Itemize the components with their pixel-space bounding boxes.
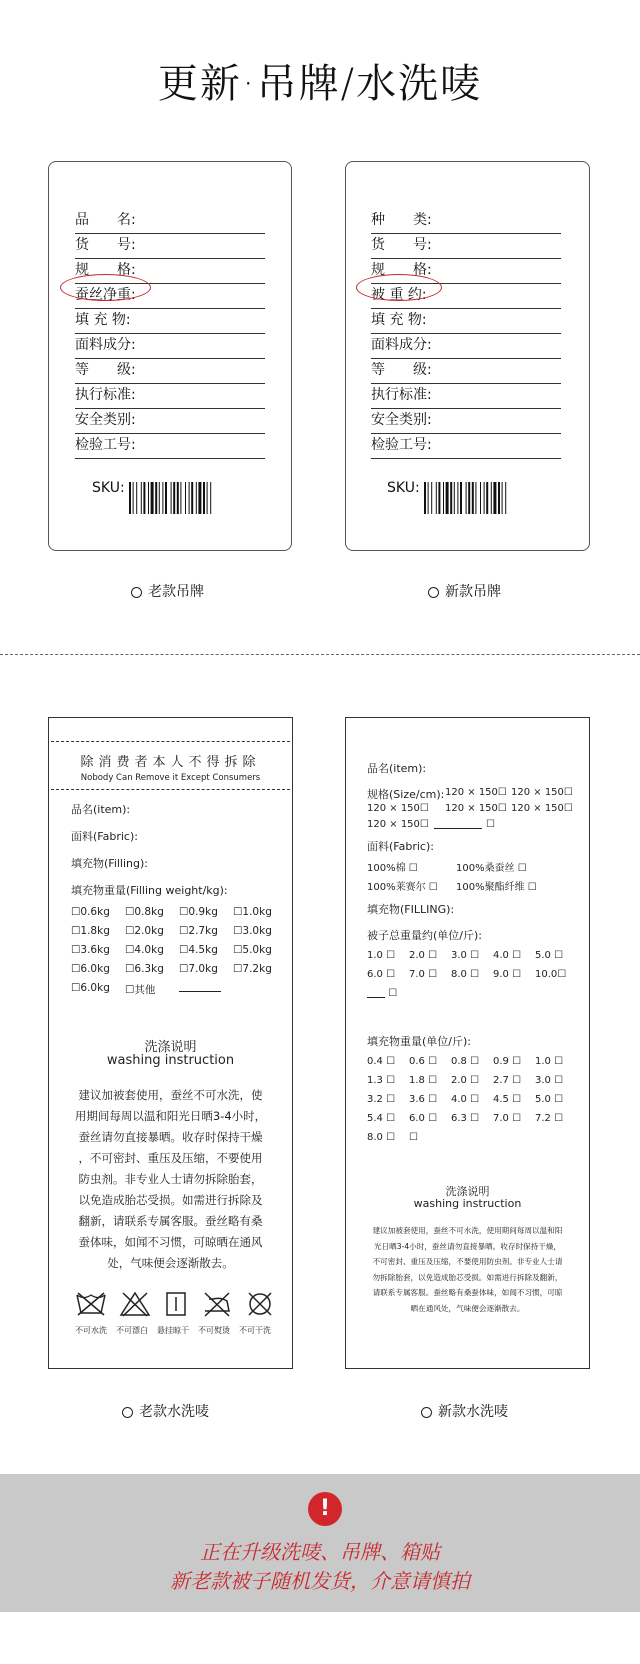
barcode-bar [446,482,449,514]
warning-icon: ! [308,1492,342,1526]
barcode-bar [143,482,145,514]
barcode-bar [191,482,193,514]
hangtag-field: 面料成分: [371,334,561,359]
old-hangtag-card [48,161,292,551]
weight-option: 9.0 ☐ [493,969,522,980]
barcode-bar [450,482,452,514]
weight-option: 4.5 ☐ [493,1094,522,1105]
notice-line-2: 新老款被子随机发货，介意请慎拍 [170,1569,470,1593]
hangtag-field: 填 充 物: [371,309,561,334]
wash-text-line: 蚕体味，如闻不习惯，可晾晒在通风 [78,1235,263,1249]
size-option: 120 × 150☐ [445,787,507,798]
weight-option: ☐6.0kg [71,982,110,994]
filling-weight-options [367,1056,577,1151]
hangtag-field: 安全类别: [371,409,561,434]
barcode-icon [424,482,524,514]
wash-text-line: 处，气味便会逐渐散去。 [107,1256,234,1270]
barcode-bar [148,482,149,514]
highlight-ellipse [60,274,151,301]
barcode-bar [133,482,134,514]
hangtag-field: 货 号: [371,234,561,259]
barcode-bar [180,482,181,514]
barcode-bar [431,482,432,514]
weight-option: ☐4.0kg [125,944,164,956]
barcode-bar [472,482,474,514]
wash-title-en: washing instruction [106,1053,235,1068]
size-option: 120 × 150☐ [445,803,507,814]
dashed-line [51,789,290,790]
care-icon-label: 悬挂晾干 [157,1326,189,1335]
circle-bullet-icon [421,1407,432,1418]
wash-title-cn: 洗涤说明 [445,1185,490,1198]
barcode-bar [460,482,462,514]
wash-title-en: washing instruction [413,1197,522,1210]
weight-option: 2.7 ☐ [493,1075,522,1086]
barcode-bar [457,482,458,514]
wash-instructions [57,1085,284,1274]
weight-option: 0.6 ☐ [409,1056,438,1067]
weight-options [71,906,287,1001]
hangtag-field: 检验工号: [371,434,561,459]
barcode-bar [203,482,205,514]
weight-option: 8.0 ☐ [367,1132,396,1143]
weight-option: ☐1.8kg [71,925,110,937]
wash-text-line: 不可密封、重压及压缩，不要使用防虫剂。非专业人士请 [372,1257,563,1266]
wash-title-cn: 洗涤说明 [144,1040,197,1055]
hangtag-field: 面料成分: [75,334,265,359]
no-iron-icon [201,1291,233,1317]
circle-bullet-icon [131,587,142,598]
weight-option: 4.0 ☐ [451,1094,480,1105]
old-wash-label [48,717,293,1369]
weight-option: ☐6.3kg [125,963,164,975]
wash-instructions [354,1223,581,1316]
hangtag-field: 执行标准: [75,384,265,409]
barcode-bar [491,482,492,514]
wash-text-line: 翻新，请联系专属客服。蚕丝略有桑 [78,1214,263,1228]
weight-option: ☐4.5kg [179,944,218,956]
caption-text: 老款吊牌 [148,584,204,600]
page-title: 更新·吊牌/水洗唛 [157,61,483,107]
barcode-bar [493,482,496,514]
barcode-bar [502,482,503,514]
barcode-bar [480,482,481,514]
size-option: 120 × 150☐ [511,803,573,814]
wash-text-line: 勿拆除胎套，以免造成胎芯受损。如需进行拆除及翻新， [372,1272,563,1282]
barcode-bar [198,482,201,514]
weight-option: 5.0 ☐ [535,950,564,961]
weight-option: ☐1.0kg [233,906,272,918]
fabric-field: 面料(Fabric): [367,840,434,853]
wash-text-line: 防虫剂。非专业人士请勿拆除胎套， [78,1172,263,1186]
care-icon-label: 不可漂白 [116,1326,148,1335]
no-bleach-icon [119,1291,151,1317]
header-cn: 除消费者本人不得拆除 [80,755,261,770]
new-label-caption [421,1403,508,1421]
barcode-bar [165,482,167,514]
weight-option: ☐6.0kg [71,963,110,975]
barcode-bar [438,482,440,514]
filling-field: 填充物(FILLING): [367,903,455,916]
wash-text-line: 用期间每周以温和阳光日晒3-4小时， [74,1109,267,1123]
wash-text-line: 建议加被套使用，蚕丝不可水洗，使 [78,1088,263,1102]
care-icon-label: 不可干洗 [239,1326,271,1335]
barcode-bar [162,482,163,514]
caption-text: 老款水洗唛 [139,1404,209,1420]
barcode-bar [151,482,154,514]
weight-option: ☐0.9kg [179,906,218,918]
weight-option: 6.0 ☐ [367,969,396,980]
size-option: 120 × 150☐ [511,787,573,798]
notice-line-1: 正在升级洗唛、吊牌、箱贴 [200,1540,440,1564]
barcode-bar [428,482,429,514]
barcode-bar [189,482,190,514]
weight-option: ☐3.0kg [233,925,272,937]
weight-option: ☐2.0kg [125,925,164,937]
weight-option: 3.0 ☐ [535,1075,564,1086]
hangtag-field: 安全类别: [75,409,265,434]
size-label: 规格(Size/cm): [367,788,445,801]
barcode-bar [129,482,131,514]
care-icon-label: 不可水洗 [75,1326,107,1335]
hangtag-field: 执行标准: [371,384,561,409]
dashed-line [51,741,290,742]
barcode-bar [424,482,426,514]
old-label-caption [122,1403,209,1421]
barcode-bar [505,482,506,514]
hangtag-field: 等 级: [371,359,561,384]
wash-text-line: 晒在通风处，气味便会逐渐散去。 [410,1303,525,1313]
hangtag-field: 规 格: [371,259,561,284]
barcode-bar [159,482,160,514]
new-hangtag-card [345,161,590,551]
old-hangtag-caption [131,583,204,601]
hangtag-field: 等 级: [75,359,265,384]
wash-text-line: ，不可密封、重压及压缩，不要使用 [78,1151,263,1165]
barcode-bar [171,482,172,514]
weight-option: ☐2.7kg [179,925,218,937]
weight-option: 3.0 ☐ [451,950,480,961]
hang-dry-icon [163,1291,189,1317]
weight-option: 3.2 ☐ [367,1094,396,1105]
hangtag-field: 检验工号: [75,434,265,459]
weight-option: ☐7.2kg [233,963,272,975]
weight-option: 0.4 ☐ [367,1056,396,1067]
weight-option: 2.0 ☐ [409,950,438,961]
barcode-bar [177,482,179,514]
weight-option: 4.0 ☐ [493,950,522,961]
hangtag-field: 货 号: [75,234,265,259]
care-icons [75,1291,275,1317]
wash-text-line: 建议加被套使用，蚕丝不可水洗，使用期间每周以温和阳 [372,1226,563,1235]
fabric-option: 100%聚酯纤维 ☐ [456,882,537,893]
barcode-bar [486,482,488,514]
barcode-bar [196,482,197,514]
weight-option: ☐3.6kg [71,944,110,956]
barcode-bar [436,482,437,514]
weight-option: 10.0☐ [535,969,567,980]
care-icon-labels [71,1325,275,1336]
size-option: 120 × 150☐ [367,803,429,814]
barcode-bar [484,482,485,514]
item-field: 品名(item): [71,803,131,816]
sku-label: SKU: [92,480,125,496]
hangtag-field: 被 重 约: [371,284,561,309]
barcode-bar [443,482,444,514]
barcode-icon [129,482,229,514]
barcode-bar [468,482,470,514]
barcode-bar [207,482,208,514]
weight-option: 6.3 ☐ [451,1113,480,1124]
weight-option: 5.0 ☐ [535,1094,564,1105]
filling-weight-field: 填充物重量(Filling weight/kg): [71,884,228,897]
wash-text-line: 以免造成胎芯受损。如需进行拆除及 [78,1193,263,1207]
highlight-ellipse [356,274,442,301]
caption-text: 新款吊牌 [445,584,501,600]
weight-option: ☐0.8kg [125,906,164,918]
weight-option: 1.3 ☐ [367,1075,396,1086]
weight-option: 8.0 ☐ [451,969,480,980]
weight-option: 5.4 ☐ [367,1113,396,1124]
barcode-bar [185,482,186,514]
weight-option: ☐ [409,1132,418,1143]
hangtag-field: 填 充 物: [75,309,265,334]
barcode-bar [155,482,157,514]
filling-field: 填充物(Filling): [71,857,148,870]
weight-option: 7.0 ☐ [493,1113,522,1124]
item-field: 品名(item): [367,762,427,775]
weight-option: ☐7.0kg [179,963,218,975]
header-en: Nobody Can Remove it Except Consumers [80,773,261,783]
section-divider [0,654,640,655]
weight-option: ☐其他 [125,984,156,996]
hangtag-field: 种 类: [371,209,561,234]
barcode-bar [454,482,455,514]
total-weight-options [367,950,577,988]
weight-option: 6.0 ☐ [409,1113,438,1124]
sku-label: SKU: [387,480,420,496]
hangtag-field: 品 名: [75,209,265,234]
weight-option: 3.6 ☐ [409,1094,438,1105]
circle-bullet-icon [122,1407,133,1418]
weight-option: 0.9 ☐ [493,1056,522,1067]
weight-option: ☐5.0kg [233,944,272,956]
barcode-bar [466,482,467,514]
fabric-option: 100%桑蚕丝 ☐ [456,863,527,874]
barcode-bar [136,482,137,514]
total-weight-field: 被子总重量约(单位/斤): [367,929,482,942]
weight-option: 0.8 ☐ [451,1056,480,1067]
weight-option: ☐0.6kg [71,906,110,918]
barcode-bar [173,482,175,514]
size-option: 120 × 150☐ [367,819,429,830]
fabric-option: 100%棉 ☐ [367,863,418,874]
circle-bullet-icon [428,587,439,598]
wash-text-line: 请联系专属客服。蚕丝略有桑蚕体味，如闻不习惯，可晾 [372,1288,563,1297]
hangtag-field: 蚕丝净重: [75,284,265,309]
fabric-field: 面料(Fabric): [71,830,138,843]
barcode-bar [498,482,500,514]
weight-option: 1.0 ☐ [535,1056,564,1067]
barcode-bar [210,482,211,514]
barcode-bar [141,482,142,514]
fabric-option: 100%莱赛尔 ☐ [367,882,438,893]
no-dry-clean-icon [245,1291,275,1317]
care-icon-label: 不可熨烫 [198,1326,230,1335]
total-weight-other: ☐ [367,988,397,999]
no-wash-icon [75,1291,107,1317]
caption-text: 新款水洗唛 [438,1404,508,1420]
filling-weight-field: 填充物重量(单位/斤): [367,1035,471,1048]
wash-text-line: 光日晒3-4小时，蚕丝请勿直接暴晒。收存时保持干燥， [373,1241,562,1251]
new-wash-label [345,717,590,1369]
blank-line [179,982,221,992]
barcode-bar [475,482,476,514]
weight-option: 1.8 ☐ [409,1075,438,1086]
size-other: ☐ [434,819,495,830]
weight-option: 7.2 ☐ [535,1113,564,1124]
new-hangtag-caption [428,583,501,601]
weight-option: 7.0 ☐ [409,969,438,980]
weight-option: 2.0 ☐ [451,1075,480,1086]
wash-text-line: 蚕丝请勿直接暴晒。收存时保持干燥 [78,1130,263,1144]
weight-option: 1.0 ☐ [367,950,396,961]
hangtag-field: 规 格: [75,259,265,284]
